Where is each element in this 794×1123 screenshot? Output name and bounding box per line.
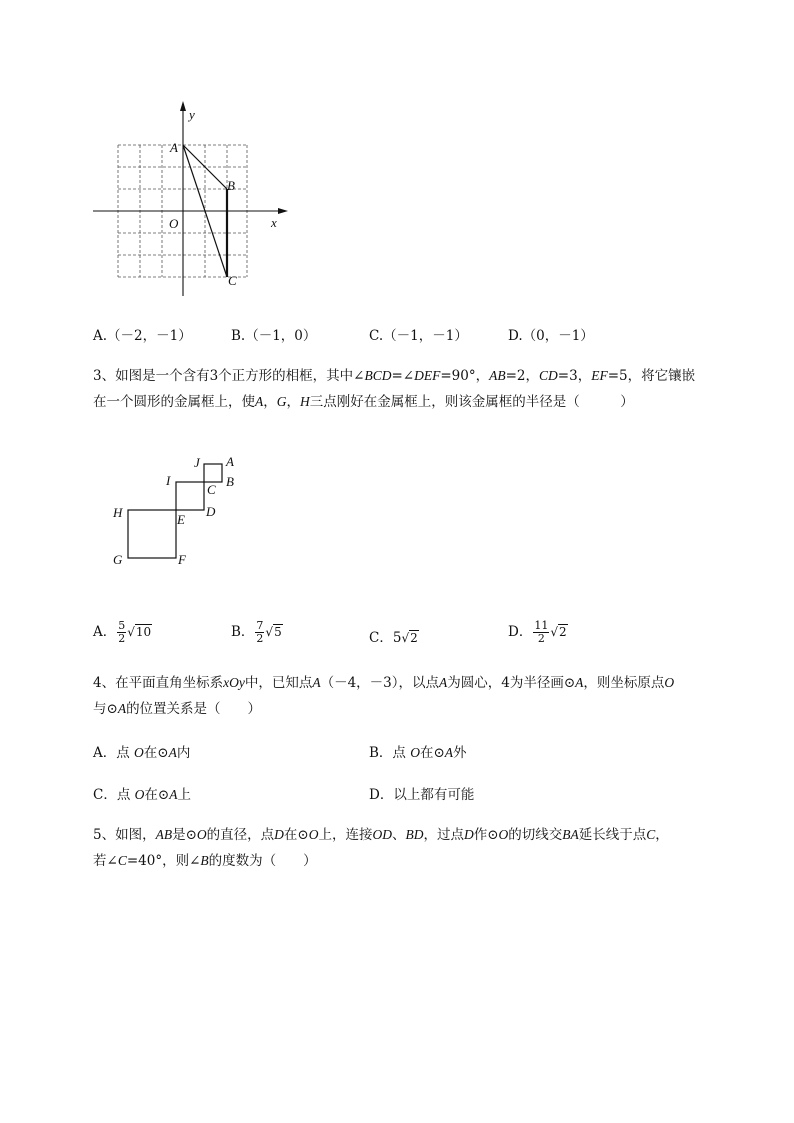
q2-option-d: D.（0，－1） bbox=[508, 328, 594, 344]
q3-option-c: C．5√2 bbox=[369, 630, 418, 646]
q3-squares-figure bbox=[108, 453, 248, 571]
label-c: C bbox=[207, 482, 216, 497]
label-h: H bbox=[113, 505, 123, 520]
medium-square bbox=[176, 482, 204, 510]
q4-stem-line2: 与⊙A的位置关系是（ ） bbox=[93, 701, 262, 717]
q4-option-d: D．以上都有可能 bbox=[369, 787, 475, 803]
q3-option-a: A． $\frac{5}{2}$ √10 bbox=[93, 619, 152, 645]
x-axis-arrow bbox=[278, 208, 288, 214]
q5-stem-line1: 5、如图，AB是⊙O的直径，点D在⊙O上，连接OD、BD，过点D作⊙O的切线交BA延长线于点C， bbox=[93, 827, 669, 843]
origin-label: O bbox=[169, 216, 179, 231]
point-c-label: C bbox=[228, 273, 237, 288]
q4-option-c: C．点 O在⊙A上 bbox=[93, 787, 191, 803]
q5-stem-line2: 若∠C=40°，则∠B的度数为（ ） bbox=[93, 853, 317, 869]
small-square bbox=[204, 464, 222, 482]
q5-stem bbox=[93, 822, 753, 874]
point-a-label: A bbox=[170, 140, 178, 155]
label-j: J bbox=[194, 455, 200, 470]
q3-stem-line1: 3、如图是一个含有3个正方形的相框，其中∠BCD=∠DEF=90°，AB=2，CD=3，EF=5，将它镶嵌 bbox=[93, 368, 696, 384]
q3-option-d: D． $\frac{11}{2}$ √2 bbox=[508, 619, 567, 645]
q4-stem-line1: 4、在平面直角坐标系xOy中，已知点A（－4，－3），以点A为圆心，4为半径画⊙A，则坐标原点O bbox=[93, 675, 675, 691]
q4-option-b: B．点 O在⊙A外 bbox=[369, 745, 467, 761]
label-e: E bbox=[177, 512, 185, 527]
point-b-label: B bbox=[227, 178, 235, 193]
q2-option-b: B.（－1，0） bbox=[231, 328, 317, 344]
x-axis-label: x bbox=[271, 215, 277, 230]
q3-stem-line2: 在一个圆形的金属框上，使A，G，H三点刚好在金属框上，则该金属框的半径是（ ） bbox=[93, 394, 634, 410]
q4-stem bbox=[93, 670, 753, 722]
label-f: F bbox=[178, 552, 186, 567]
label-a: A bbox=[226, 454, 234, 469]
y-axis-arrow bbox=[180, 101, 186, 111]
q4-option-a: A．点 O在⊙A内 bbox=[93, 745, 191, 761]
label-d: D bbox=[206, 504, 216, 519]
q2-option-c: C.（－1，－1） bbox=[369, 328, 468, 344]
q3-stem bbox=[93, 363, 753, 415]
label-g: G bbox=[113, 552, 123, 567]
q2-option-a: A.（－2，－1） bbox=[93, 328, 192, 344]
label-b: B bbox=[226, 474, 234, 489]
q2-coordinate-figure bbox=[90, 98, 295, 303]
large-square bbox=[128, 510, 176, 558]
y-axis-label: y bbox=[189, 107, 195, 122]
label-i: I bbox=[166, 473, 171, 488]
q3-option-b: B． $\frac{7}{2}$ √5 bbox=[231, 619, 282, 645]
